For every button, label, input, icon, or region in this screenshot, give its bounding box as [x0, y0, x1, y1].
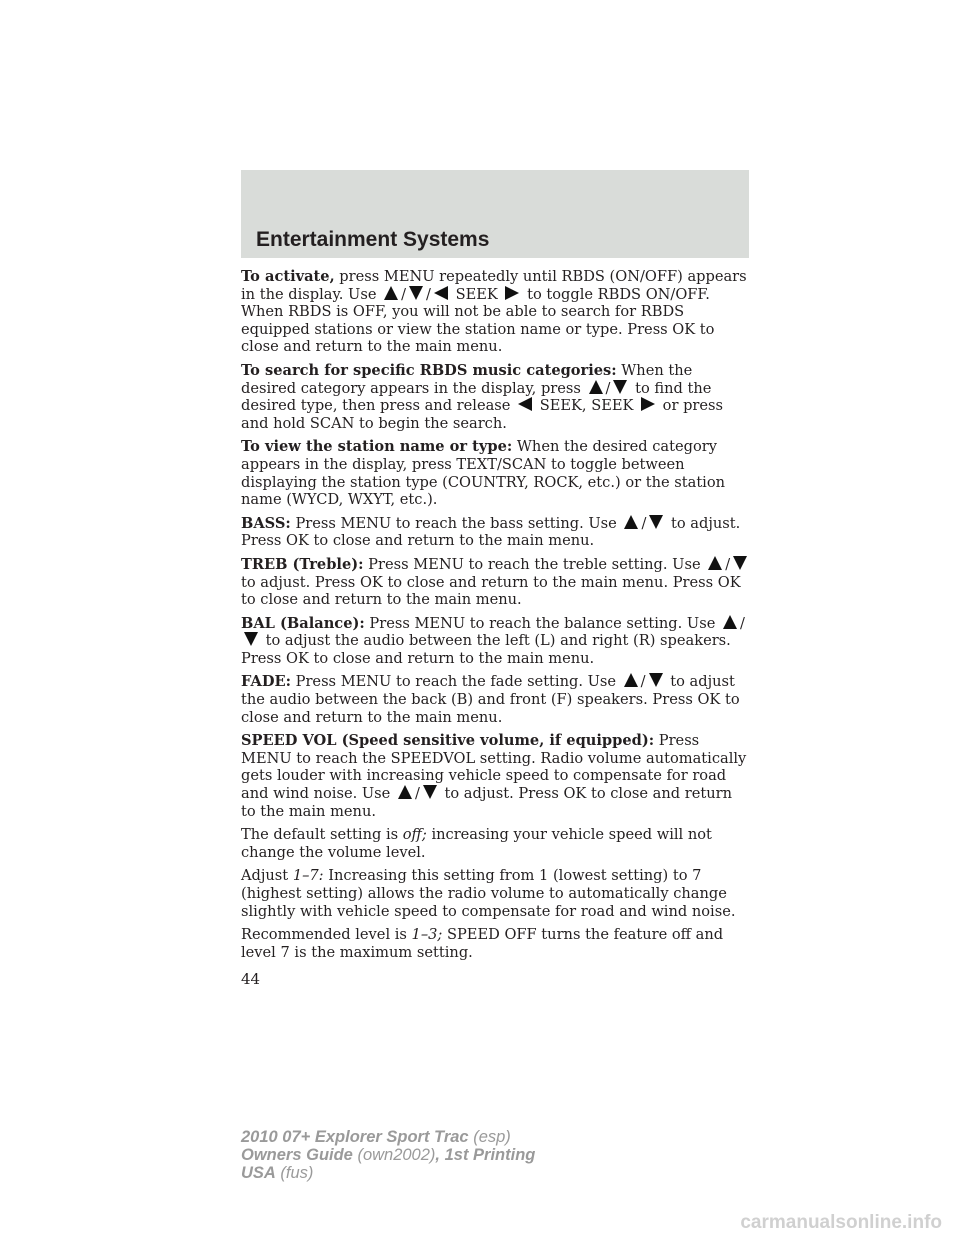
- left-arrow-icon: [518, 397, 532, 411]
- paragraph-treble: TREB (Treble): Press MENU to reach the treble setting. Use / to adjust. Press OK to close and return to the main menu. Press OK to close and return to the main menu.: [241, 556, 751, 609]
- paragraph-label: SPEED VOL (Speed sensitive volume, if equipped):: [241, 732, 655, 750]
- down-arrow-icon: [244, 632, 258, 646]
- document-footer: [241, 1128, 535, 1182]
- paragraph-label: FADE:: [241, 673, 291, 691]
- up-arrow-icon: [708, 556, 722, 570]
- paragraph-label: To activate,: [241, 268, 335, 285]
- down-arrow-icon: [649, 515, 663, 529]
- up-arrow-icon: [384, 286, 398, 300]
- page-body: [241, 268, 751, 967]
- site-watermark: carmanualsonline.info: [740, 1212, 942, 1233]
- left-arrow-icon: [434, 286, 448, 300]
- section-title: Entertainment Systems: [256, 228, 490, 251]
- paragraph-label: BAL (Balance):: [241, 614, 365, 632]
- down-arrow-icon: [733, 556, 747, 570]
- paragraph-speed-vol: SPEED VOL (Speed sensitive volume, if equipped): Press MENU to reach the SPEEDVOL setting. Radio volume automatically gets louder with increasing vehicle speed to compensate for road and wind noise. Use / to adjust. Press OK to close and return to the main menu.: [241, 732, 747, 820]
- paragraph-default-setting: The default setting is off; increasing your vehicle speed will not change the volume level.: [241, 826, 712, 861]
- footer-line-3: USA (fus): [241, 1164, 314, 1182]
- paragraph-balance: BAL (Balance): Press MENU to reach the balance setting. Use / to adjust the audio between the left (L) and right (R) speakers. Press OK to close and return to the main menu.: [241, 614, 745, 667]
- paragraph-label: TREB (Treble):: [241, 555, 364, 573]
- right-arrow-icon: [641, 397, 655, 411]
- paragraph-rbds-activate: To activate, press MENU repeatedly until RBDS (ON/OFF) appears in the display. Use / / SEEK to toggle RBDS ON/OFF. When RBDS is OFF, you will not be able to search for RBDS equipped stations or view the station name or type. Press OK to close and return to the main menu.: [241, 268, 747, 356]
- up-arrow-icon: [624, 673, 638, 687]
- footer-line-2: Owners Guide (own2002), 1st Printing: [241, 1146, 536, 1164]
- down-arrow-icon: [409, 286, 423, 300]
- paragraph-adjust-range: Adjust 1–7: Increasing this setting from 1 (lowest setting) to 7 (highest setting) allows the radio volume to automatically change slightly with vehicle speed to compensate for road and wind noise.: [241, 867, 736, 920]
- paragraph-label: To search for specific RBDS music categories:: [241, 361, 617, 379]
- paragraph-station-name: To view the station name or type: When the desired category appears in the display, press TEXT/SCAN to toggle between displaying the station type (COUNTRY, ROCK, etc.) or the station name (WYCD, WXYT, etc.).: [241, 438, 726, 509]
- paragraph-label: To view the station name or type:: [241, 438, 513, 456]
- up-arrow-icon: [589, 380, 603, 394]
- down-arrow-icon: [423, 785, 437, 799]
- right-arrow-icon: [505, 286, 519, 300]
- paragraph-label: BASS:: [241, 514, 291, 532]
- up-arrow-icon: [624, 515, 638, 529]
- page-number: 44: [241, 970, 261, 988]
- paragraph-rbds-search: To search for specific RBDS music categories: When the desired category appears in the display, press / to find the desired type, then press and release SEEK, SEEK or press and hold SCAN to begin the search.: [241, 361, 724, 432]
- down-arrow-icon: [649, 673, 663, 687]
- down-arrow-icon: [613, 380, 627, 394]
- up-arrow-icon: [723, 615, 737, 629]
- footer-line-1: 2010 07+ Explorer Sport Trac (esp): [241, 1128, 511, 1146]
- paragraph-fade: FADE: Press MENU to reach the fade setting. Use / to adjust the audio between the back (B) and front (F) speakers. Press OK to close and return to the main menu.: [241, 673, 740, 726]
- paragraph-bass: BASS: Press MENU to reach the bass setting. Use / to adjust. Press OK to close and return to the main menu.: [241, 514, 741, 550]
- paragraph-recommended: Recommended level is 1–3; SPEED OFF turns the feature off and level 7 is the maximum setting.: [241, 926, 724, 961]
- up-arrow-icon: [398, 785, 412, 799]
